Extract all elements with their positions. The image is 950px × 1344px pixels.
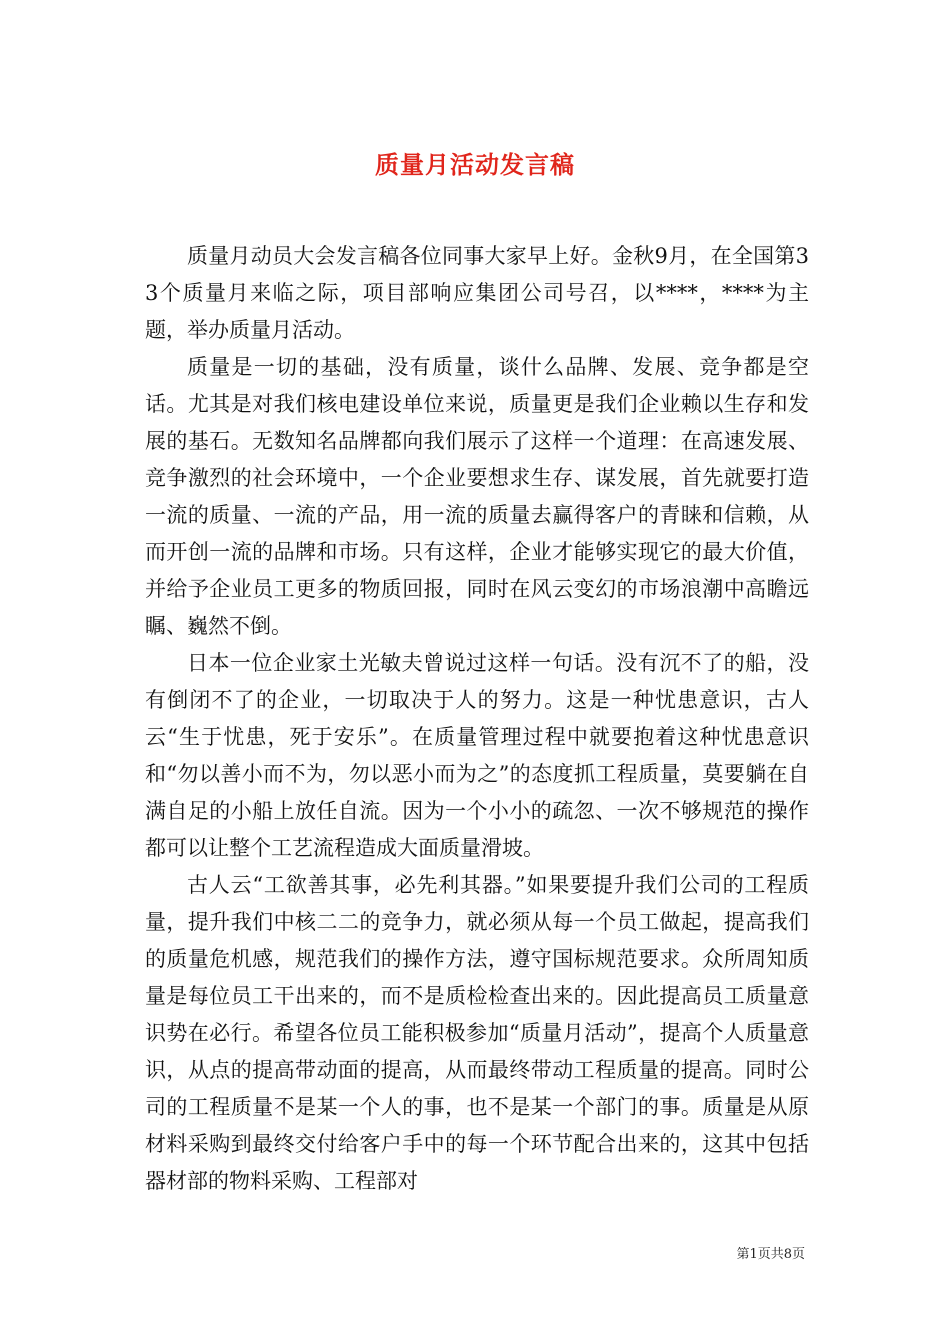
paragraph-4: 古人云“工欲善其事，必先利其器。”如果要提升我们公司的工程质量，提升我们中核二二的竞争力，就必须从每一个员工做起，提高我们的质量危机感，规范我们的操作方法，遵守国标规范要求。众所周知质量是每位员工干出来的，而不是质检检查出来的。因此提高员工质量意识势在必行。希望各位员工能积极参加“质量月活动”，提高个人质量意识，从点的提高带动面的提高，从而最终带动工程质量的提高。同时公司的工程质量不是某一个人的事，也不是某一个部门的事。质量是从原材料采购到最终交付给客户手中的每一个环节配合出来的，这其中包括器材部的物料采购、工程部对	[145, 873, 809, 1193]
document-title: 质量月活动发言稿	[375, 150, 575, 180]
document-body	[145, 238, 809, 1200]
paragraph-1: 质量月动员大会发言稿各位同事大家早上好。金秋9月，在全国第33个质量月来临之际，项目部响应集团公司号召，以****，****为主题，举办质量月活动。	[145, 244, 809, 342]
paragraph-2: 质量是一切的基础，没有质量，谈什么品牌、发展、竞争都是空话。尤其是对我们核电建设单位来说，质量更是我们企业赖以生存和发展的基石。无数知名品牌都向我们展示了这样一个道理：在高速发展、竞争激烈的社会环境中，一个企业要想求生存、谋发展，首先就要打造一流的质量、一流的产品，用一流的质量去赢得客户的青睐和信赖，从而开创一流的品牌和市场。只有这样，企业才能够实现它的最大价值，并给予企业员工更多的物质回报，同时在风云变幻的市场浪潮中高瞻远瞩、巍然不倒。	[145, 355, 809, 638]
paragraph-3: 日本一位企业家土光敏夫曾说过这样一句话。没有沉不了的船，没有倒闭不了的企业，一切取决于人的努力。这是一种忧患意识，古人云“生于忧患，死于安乐”。在质量管理过程中就要抱着这种忧患意识和“勿以善小而不为，勿以恶小而为之”的态度抓工程质量，莫要躺在自满自足的小船上放任自流。因为一个小小的疏忽、一次不够规范的操作都可以让整个工艺流程造成大面质量滑坡。	[145, 651, 809, 860]
page-number-footer: 第1页共8页	[736, 1247, 805, 1262]
